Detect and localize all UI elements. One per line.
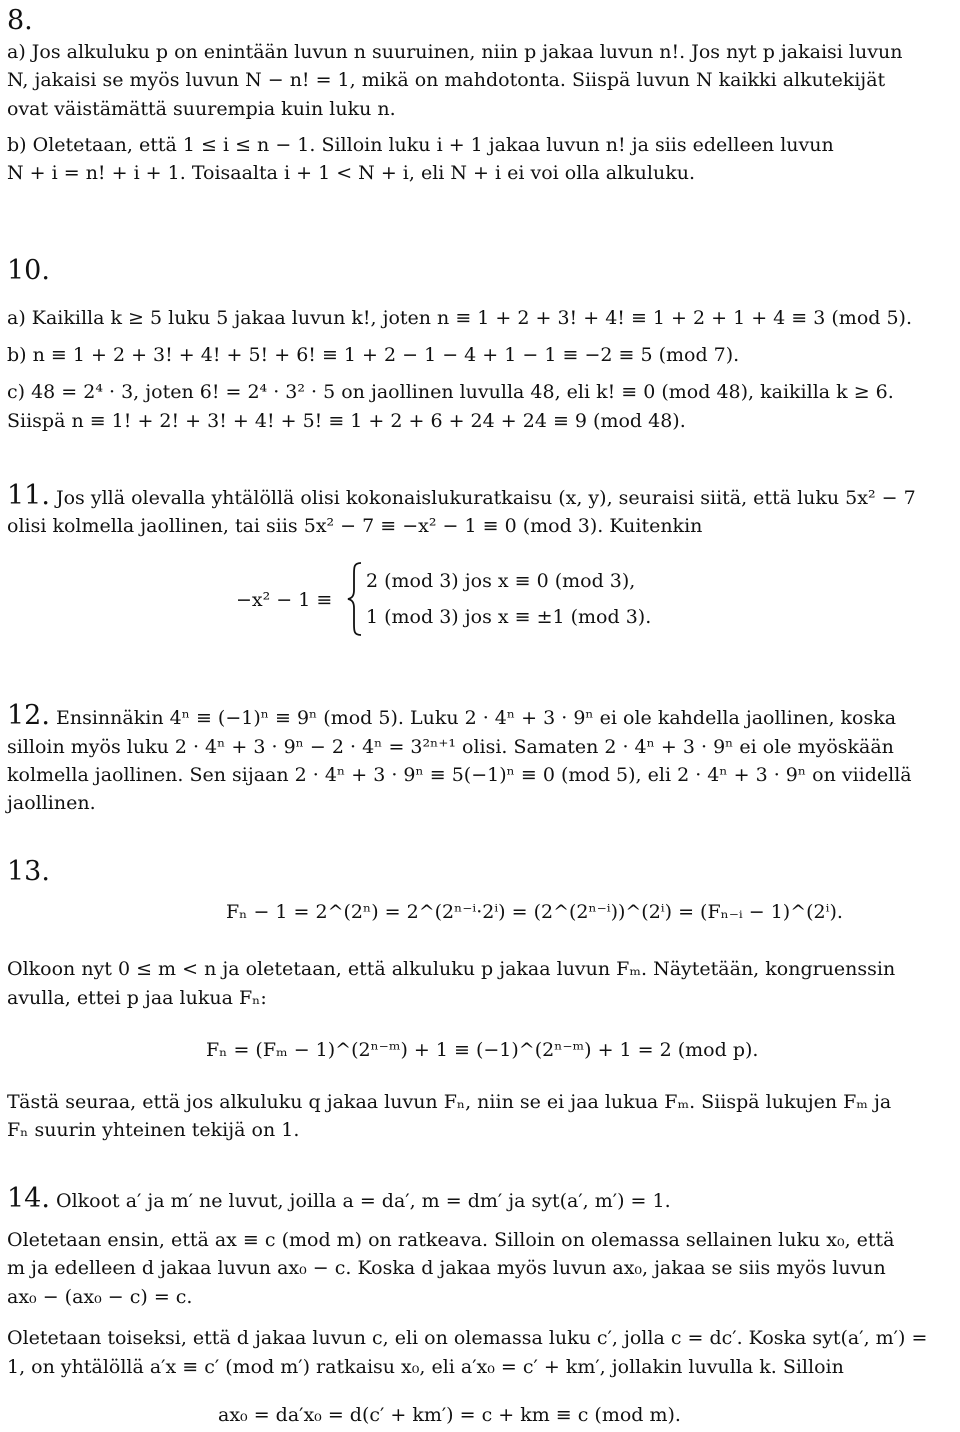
fermat-identity-display: Fₙ − 1 = 2^(2ⁿ) = 2^(2ⁿ⁻ⁱ·2ⁱ) = (2^(2ⁿ⁻ⁱ))^(2ⁱ) = (Fₙ₋ᵢ − 1)^(2ⁱ). [226, 901, 843, 923]
section-14-line: ax₀ − (ax₀ − c) = c. [7, 1286, 193, 1308]
section-11-text: Jos yllä olevalla yhtälöllä olisi kokonaislukuratkaisu (x, y), seuraisi siitä, että luku 5x² − 7 [56, 487, 916, 509]
section-8-heading: 8. [7, 5, 33, 36]
final-display: ax₀ = da′x₀ = d(c′ + km′) = c + km ≡ c (mod m). [218, 1404, 681, 1426]
section-14-line: Oletetaan toiseksi, että d jakaa luvun c, eli on olemassa luku c′, jolla c = dc′. Koska syt(a′, m′) = [7, 1327, 928, 1349]
section-12-heading: 12. [7, 700, 50, 731]
section-12-text: Ensinnäkin 4ⁿ ≡ (−1)ⁿ ≡ 9ⁿ (mod 5). Luku 2 · 4ⁿ + 3 · 9ⁿ ei ole kahdella jaollinen, koska [56, 707, 897, 729]
section-10-line: Siispä n ≡ 1! + 2! + 3! + 4! + 5! ≡ 1 + 2 + 6 + 24 + 24 ≡ 9 (mod 48). [7, 410, 686, 432]
section-11-heading: 11. [7, 480, 50, 511]
section-13-line: Fₙ suurin yhteinen tekijä on 1. [7, 1119, 300, 1141]
section-11-line [7, 480, 916, 511]
case-row-2: 1 (mod 3) jos x ≡ ±1 (mod 3). [366, 606, 652, 628]
section-14-line: Oletetaan ensin, että ax ≡ c (mod m) on ratkeava. Silloin on olemassa sellainen luku x₀, että [7, 1229, 895, 1251]
section-10-line: a) Kaikilla k ≥ 5 luku 5 jakaa luvun k!, joten n ≡ 1 + 2 + 3! + 4! ≡ 1 + 2 + 1 + 4 ≡ 3 (mod 5). [7, 307, 913, 329]
section-8-line: a) Jos alkuluku p on enintään luvun n suuruinen, niin p jakaa luvun n!. Jos nyt p jakaisi luvun [7, 41, 903, 63]
section-12-line [7, 700, 897, 731]
section-12-line: silloin myös luku 2 · 4ⁿ + 3 · 9ⁿ − 2 · 4ⁿ = 3²ⁿ⁺¹ olisi. Samaten 2 · 4ⁿ + 3 · 9ⁿ ei ole myöskään [7, 736, 894, 758]
section-12-line: jaollinen. [7, 792, 96, 814]
section-10-line: b) n ≡ 1 + 2 + 3! + 4! + 5! + 6! ≡ 1 + 2 − 1 − 4 + 1 − 1 ≡ −2 ≡ 5 (mod 7). [7, 344, 740, 366]
section-13-line: avulla, ettei p jaa lukua Fₙ: [7, 987, 267, 1009]
section-8-line: ovat väistämättä suurempia kuin luku n. [7, 98, 396, 120]
section-14-line: m ja edelleen d jakaa luvun ax₀ − c. Koska d jakaa myös luvun ax₀, jakaa se siis myös luvun [7, 1257, 886, 1279]
section-14-line [7, 1183, 671, 1214]
section-12-line: kolmella jaollinen. Sen sijaan 2 · 4ⁿ + 3 · 9ⁿ ≡ 5(−1)ⁿ ≡ 0 (mod 5), eli 2 · 4ⁿ + 3 · 9ⁿ on viidellä [7, 764, 912, 786]
section-11-display-lhs: −x² − 1 ≡ [236, 589, 333, 611]
section-10-line: c) 48 = 2⁴ · 3, joten 6! = 2⁴ · 3² · 5 on jaollinen luvulla 48, eli k! ≡ 0 (mod 48), kaikilla k ≥ 6. [7, 381, 894, 403]
section-14-line: 1, on yhtälöllä a′x ≡ c′ (mod m′) ratkaisu x₀, eli a′x₀ = c′ + km′, jollakin luvulla k. Silloin [7, 1356, 844, 1378]
section-13-line: Olkoon nyt 0 ≤ m < n ja oletetaan, että alkuluku p jakaa luvun Fₘ. Näytetään, kongruenssin [7, 958, 896, 980]
section-13-heading: 13. [7, 856, 50, 887]
section-11-line: olisi kolmella jaollinen, tai siis 5x² − 7 ≡ −x² − 1 ≡ 0 (mod 3). Kuitenkin [7, 515, 703, 537]
congruence-display: Fₙ = (Fₘ − 1)^(2ⁿ⁻ᵐ) + 1 ≡ (−1)^(2ⁿ⁻ᵐ) + 1 = 2 (mod p). [206, 1039, 759, 1061]
section-8-line: N, jakaisi se myös luvun N − n! = 1, mikä on mahdotonta. Siispä luvun N kaikki alkutekijät [7, 69, 886, 91]
section-14-heading: 14. [7, 1183, 50, 1214]
cases-brace [347, 562, 363, 636]
section-8-line: N + i = n! + i + 1. Toisaalta i + 1 < N + i, eli N + i ei voi olla alkuluku. [7, 162, 695, 184]
section-8-line: b) Oletetaan, että 1 ≤ i ≤ n − 1. Silloin luku i + 1 jakaa luvun n! ja siis edelleen luvun [7, 134, 834, 156]
case-row-1: 2 (mod 3) jos x ≡ 0 (mod 3), [366, 570, 636, 592]
section-14-text: Olkoot a′ ja m′ ne luvut, joilla a = da′, m = dm′ ja syt(a′, m′) = 1. [56, 1190, 671, 1212]
section-10-heading: 10. [7, 255, 50, 286]
section-13-line: Tästä seuraa, että jos alkuluku q jakaa luvun Fₙ, niin se ei jaa lukua Fₘ. Siispä lukujen Fₘ ja [7, 1091, 892, 1113]
